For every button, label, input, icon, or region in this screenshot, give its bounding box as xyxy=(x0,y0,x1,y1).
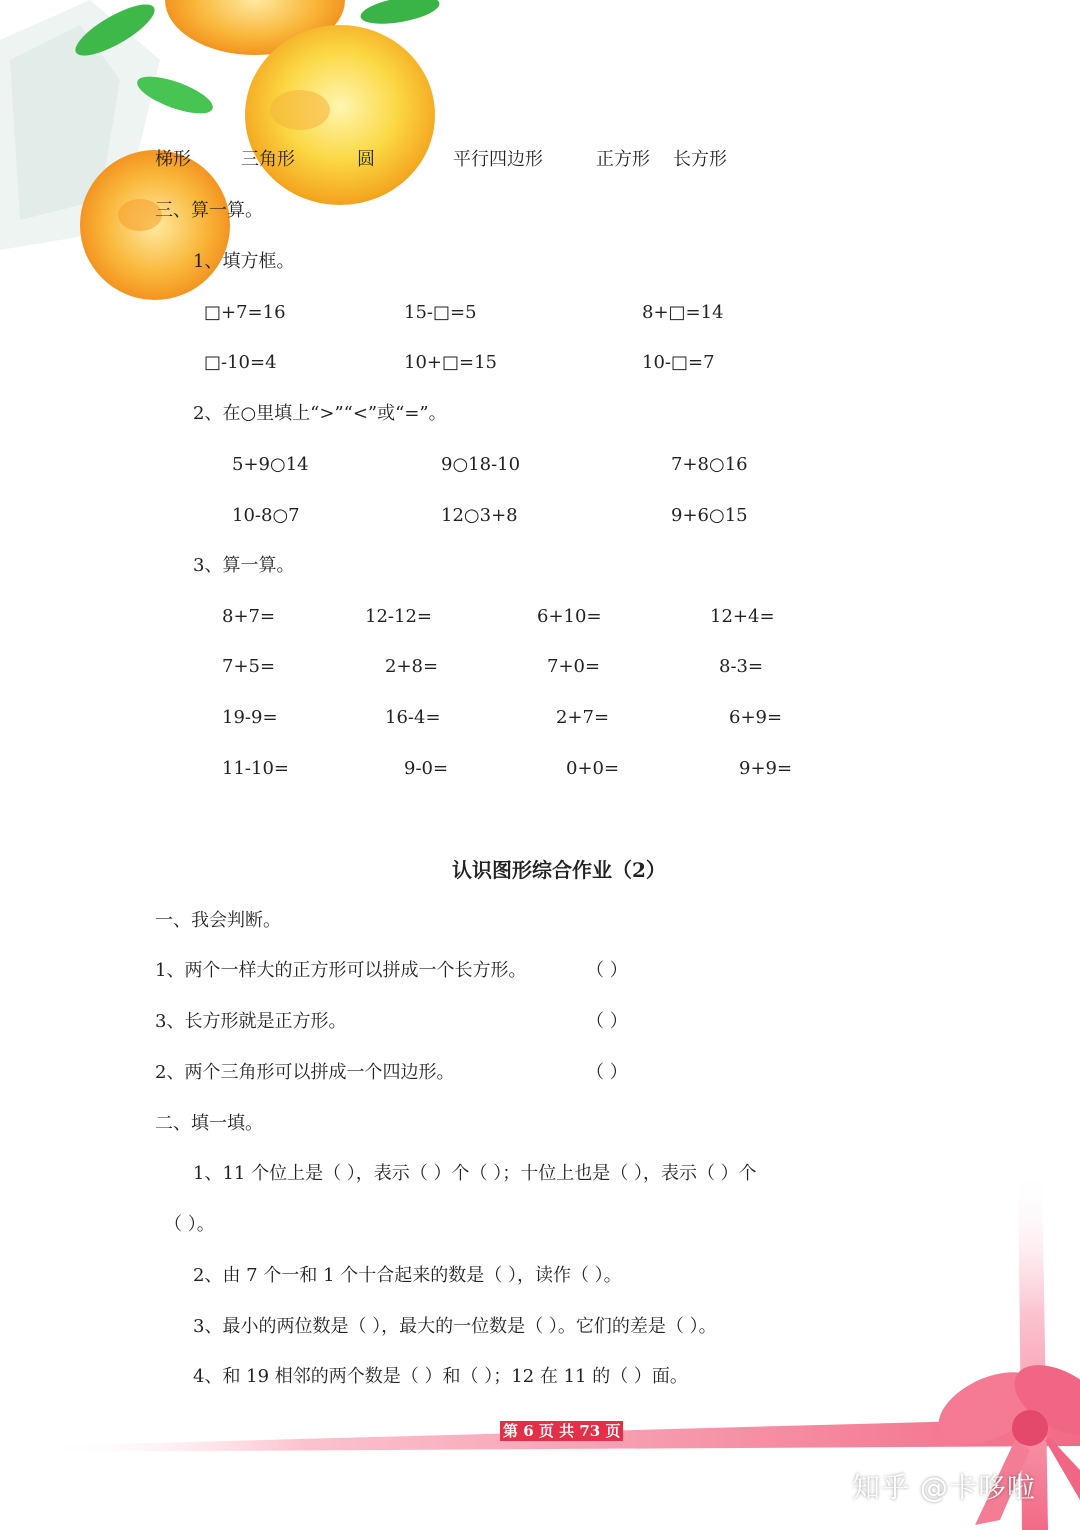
compare-item: 9○18-10 xyxy=(441,454,521,475)
fill-line: 1、11 个位上是（ ），表示（ ）个（ ）；十位上也是（ ），表示（ ）个 xyxy=(193,1163,757,1184)
page-number-label: 第 6 页 共 73 页 xyxy=(500,1421,623,1441)
judge-item-text: 2、两个三角形可以拼成一个四边形。 xyxy=(155,1062,455,1083)
calc-item: 8-3= xyxy=(719,656,764,677)
shape-word-rectangle: 长方形 xyxy=(673,149,727,170)
calc-item: 7+0= xyxy=(547,656,601,677)
fill-box-item: □+7=16 xyxy=(204,302,286,323)
judge-answer-blank: （ ） xyxy=(586,1062,628,1083)
calc-item: 19-9= xyxy=(222,707,278,728)
calc-item: 16-4= xyxy=(385,707,441,728)
fill-box-item: 10-□=7 xyxy=(642,352,715,373)
shape-word-circle: 圆 xyxy=(357,149,375,170)
section3-heading: 三、算一算。 xyxy=(155,200,263,221)
compare-item: 7+8○16 xyxy=(671,454,748,475)
compare-item: 12○3+8 xyxy=(441,505,518,526)
calc-item: 9+9= xyxy=(739,758,793,779)
calc-item: 6+9= xyxy=(729,707,783,728)
fill-line: （ ）。 xyxy=(164,1214,215,1235)
fill-line: 3、最小的两位数是（ ），最大的一位数是（ ）。它们的差是（ ）。 xyxy=(193,1316,717,1337)
calc-item: 6+10= xyxy=(537,606,602,627)
calc-item: 11-10= xyxy=(222,758,289,779)
q1-label: 1、填方框。 xyxy=(193,251,295,272)
watermark: 知乎 @卡哆啦 xyxy=(852,1471,1036,1504)
calc-item: 8+7= xyxy=(222,606,276,627)
calc-item: 2+7= xyxy=(556,707,610,728)
judge-item-text: 3、长方形就是正方形。 xyxy=(155,1011,347,1032)
part1-heading: 一、我会判断。 xyxy=(155,910,281,931)
q3-label: 3、算一算。 xyxy=(193,555,295,576)
fill-line: 4、和 19 相邻的两个数是（ ）和（ ）；12 在 11 的（ ）面。 xyxy=(193,1366,688,1387)
q2-label: 2、在○里填上“>”“<”或“=”。 xyxy=(193,403,447,424)
calc-item: 9-0= xyxy=(404,758,449,779)
fill-box-item: 10+□=15 xyxy=(404,352,497,373)
part2-heading: 二、填一填。 xyxy=(155,1113,263,1134)
judge-item-text: 1、两个一样大的正方形可以拼成一个长方形。 xyxy=(155,960,527,981)
shape-word-square: 正方形 xyxy=(596,149,650,170)
fill-box-item: 8+□=14 xyxy=(642,302,724,323)
calc-item: 7+5= xyxy=(222,656,276,677)
worksheet-title: 认识图形综合作业（2） xyxy=(452,858,666,882)
compare-item: 5+9○14 xyxy=(232,454,309,475)
shape-word-trapezoid: 梯形 xyxy=(155,149,191,170)
calc-item: 12+4= xyxy=(710,606,775,627)
judge-answer-blank: （ ） xyxy=(586,960,628,981)
compare-item: 9+6○15 xyxy=(671,505,748,526)
judge-answer-blank: （ ） xyxy=(586,1011,628,1032)
calc-item: 12-12= xyxy=(365,606,432,627)
calc-item: 2+8= xyxy=(385,656,439,677)
compare-item: 10-8○7 xyxy=(232,505,300,526)
shape-word-parallelogram: 平行四边形 xyxy=(453,149,543,170)
calc-item: 0+0= xyxy=(566,758,620,779)
fill-box-item: 15-□=5 xyxy=(404,302,477,323)
shape-word-triangle: 三角形 xyxy=(241,149,295,170)
fill-box-item: □-10=4 xyxy=(204,352,277,373)
fill-line: 2、由 7 个一和 1 个十合起来的数是（ ），读作（ ）。 xyxy=(193,1265,622,1286)
